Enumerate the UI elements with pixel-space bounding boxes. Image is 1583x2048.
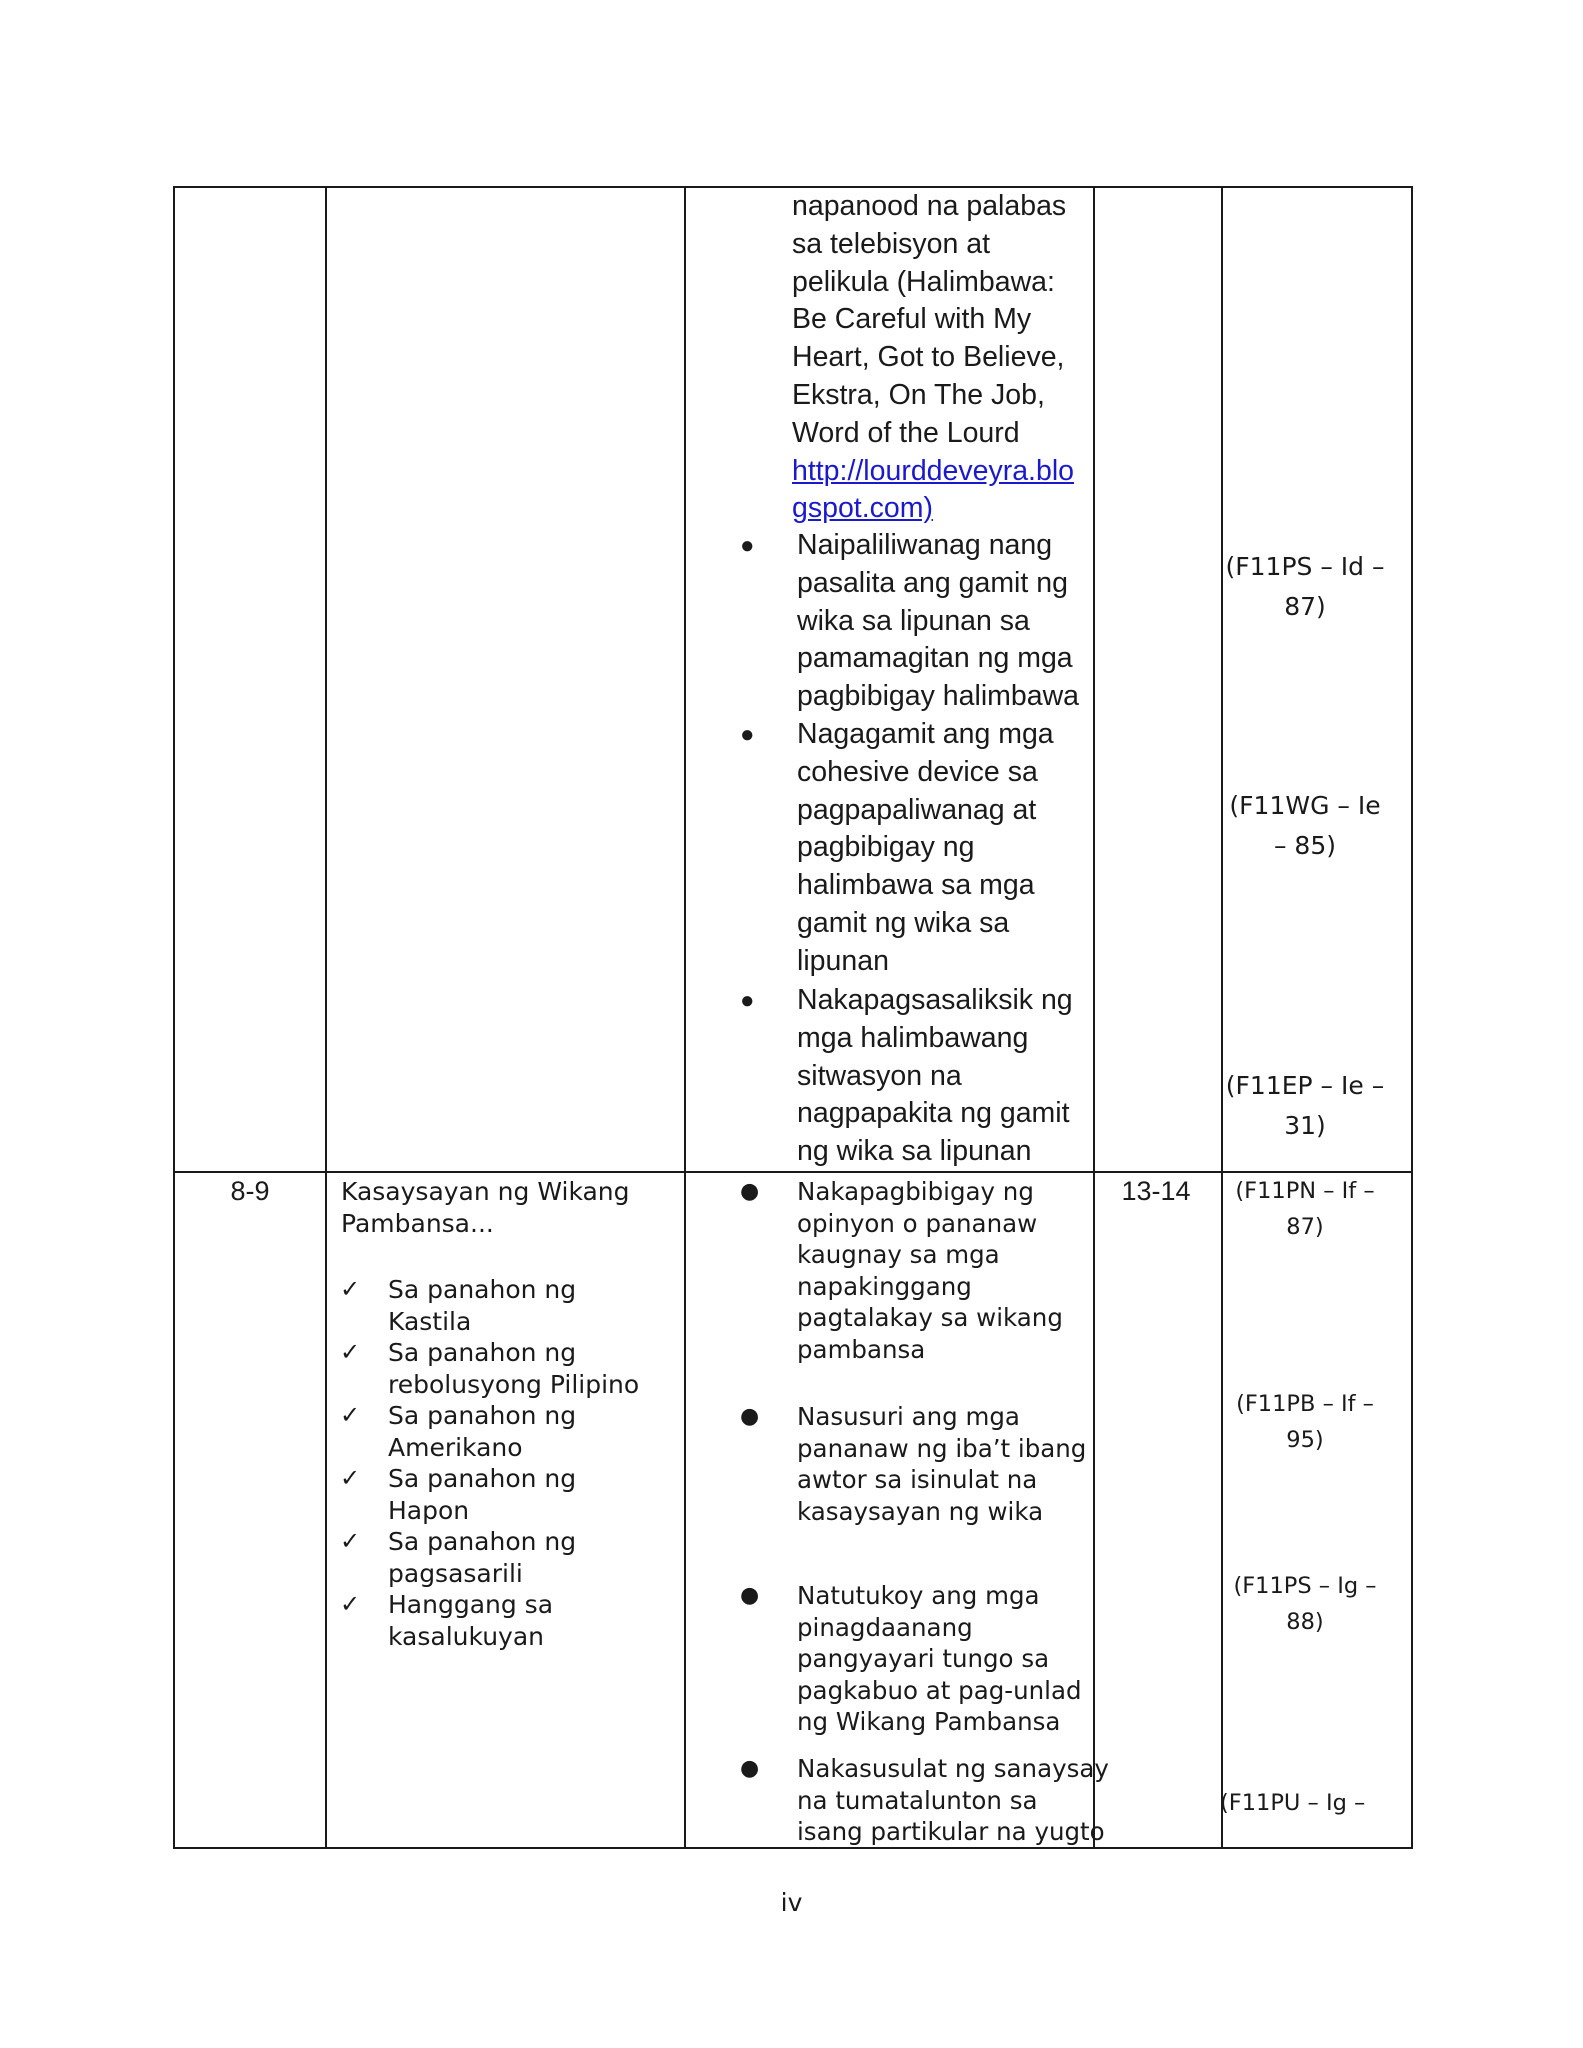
- competency-code: (F11PS – Ig – 88): [1233, 1573, 1377, 1635]
- bullet-icon: ●: [740, 1756, 760, 1781]
- checkmark-icon: ✓: [340, 1527, 361, 1555]
- competency-code: (F11EP – Ie – 31): [1225, 1071, 1385, 1140]
- week-number: 8-9: [230, 1176, 270, 1206]
- bullet-icon: ●: [740, 1179, 760, 1204]
- topic-item: ✓ Hanggang sa kasalukuyan: [340, 1590, 554, 1651]
- topic-item: ✓ Sa panahon ng Hapon: [340, 1464, 577, 1525]
- checkmark-icon: ✓: [340, 1275, 361, 1303]
- bullet-icon: ●: [740, 987, 755, 1014]
- bullet-icon: ●: [740, 1583, 760, 1608]
- competency-code: (F11PS – Id – 87): [1225, 552, 1385, 621]
- checkmark-icon: ✓: [340, 1464, 361, 1492]
- competency-item: ● Nagagamit ang mga cohesive device sa pagpapaliwanag at pagbibigay ng halimbawa sa mga gamit ng wika sa lipunan: [740, 718, 1054, 977]
- topic-item: ✓ Sa panahon ng Kastila: [340, 1275, 577, 1336]
- competency-code: (F11PN – If – 87): [1235, 1178, 1375, 1240]
- competency-code: (F11PU – Ig –: [1220, 1790, 1366, 1816]
- bullet-icon: ●: [740, 1404, 760, 1429]
- competency-code: (F11PB – If – 95): [1236, 1391, 1374, 1453]
- blog-link[interactable]: gspot.com): [792, 492, 933, 525]
- column-divider: [325, 188, 327, 1847]
- column-divider: [1221, 188, 1223, 1847]
- bullet-icon: ●: [740, 532, 755, 559]
- blog-link[interactable]: http://lourddeveyra.blo: [792, 454, 1075, 487]
- checkmark-icon: ✓: [340, 1338, 361, 1366]
- competency-item: ● Naipaliliwanag nang pasalita ang gamit ng wika sa lipunan sa pamamagitan ng mga pagbibigay halimbawa: [740, 529, 1080, 713]
- page-number: iv: [780, 1888, 803, 1917]
- competency-item: ● Nakapagsasaliksik ng mga halimbawang sitwasyon na nagpapakita ng gamit ng wika sa lipunan: [740, 984, 1073, 1168]
- topic-item: ✓ Sa panahon ng pagsasarili: [340, 1527, 577, 1588]
- topic-item: ✓ Sa panahon ng rebolusyong Pilipino: [340, 1338, 640, 1399]
- hours-value: 13-14: [1121, 1176, 1191, 1206]
- topic-item: ✓ Sa panahon ng Amerikano: [340, 1401, 577, 1462]
- competency-item: ● Nakasusulat ng sanaysay na tumatalunton sa isang partikular na yugto: [740, 1754, 1109, 1846]
- column-divider: [684, 188, 686, 1847]
- checkmark-icon: ✓: [340, 1401, 361, 1429]
- competency-item: ● Nakapagbibigay ng opinyon o pananaw kaugnay sa mga napakinggang pagtalakay sa wikang pambansa: [740, 1177, 1063, 1364]
- curriculum-table: [173, 186, 1413, 1849]
- topic-title: Kasaysayan ng Wikang Pambansa...: [341, 1177, 630, 1238]
- bullet-icon: ●: [740, 721, 755, 748]
- competency-code: (F11WG – Ie – 85): [1229, 791, 1381, 860]
- continued-competency-text: napanood na palabas sa telebisyon at pelikula (Halimbawa: Be Careful with My Heart, Got to Believe, Ekstra, On The Job, Word of the Lourd http://lourddeveyra.blo gspot.com): [792, 188, 1082, 528]
- column-divider: [1093, 188, 1095, 1847]
- competency-item: ● Nasusuri ang mga pananaw ng iba’t ibang awtor sa isinulat na kasaysayan ng wika: [740, 1402, 1087, 1526]
- competency-item: ● Natutukoy ang mga pinagdaanang pangyayari tungo sa pagkabuo at pag-unlad ng Wikang Pambansa: [740, 1581, 1082, 1736]
- checkmark-icon: ✓: [340, 1590, 361, 1618]
